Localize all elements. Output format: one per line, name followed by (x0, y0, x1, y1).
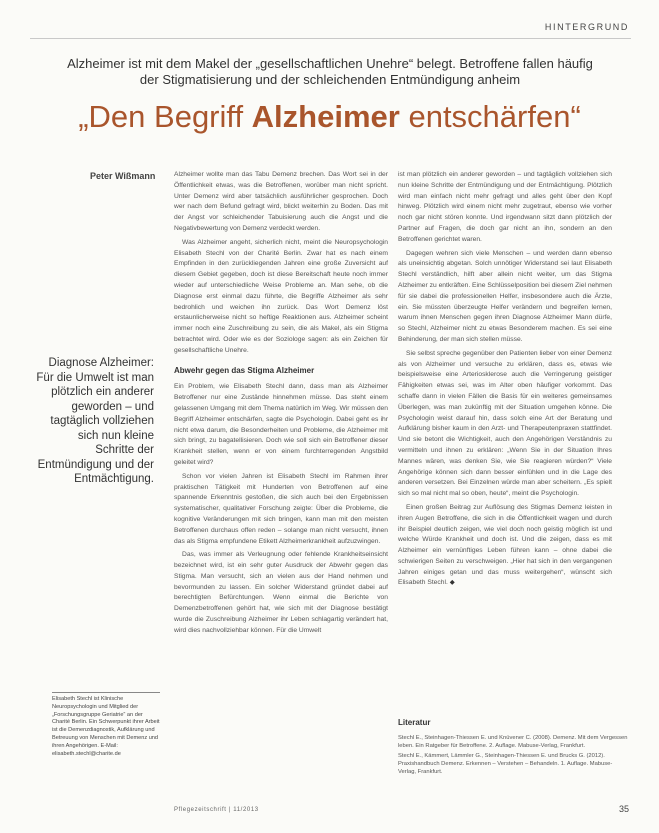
paragraph: Das, was immer als Verleugnung oder fehlende Krankheitseinsicht bezeichnet wird, ist ein sehr guter Ausdruck der Abwehr gegen das Stigma. Man versucht, sich an vielen aus der Hand nehmen und bevormunden zu lassen. Ein solcher Widerstand gründet dabei auf berechtigten Befürchtungen. Wenn einmal die Berichte von Demenzbetroffenen gehört hat, wie sich mit der Diagnose bestätigt wurde die Zuschreibung Alzheimer ihr Leben schlagartig verändert hat, wird dies nachvollziehbar können. Für die Umwelt (174, 551, 388, 634)
paragraph-text: Einen großen Beitrag zur Auflösung des Stigmas Demenz leisten in ihren Augen Betroffene, die sich in die Öffentlichkeit wagen und durch ihr Beispiel deutlich zeigen, wie viel doch noch geistig möglich ist und welche Würde Krankheit und doch ist. Und die zeigen, dass es mit Alzheimer ein vernünftiges Leben führen kann – ohne dabei die schwierigen Seiten zu verschweigen. „Hier hat sich in den vergangenen Jahren einiges getan und das muss weitergehen“, wünscht sich Elisabeth Stechl. (398, 503, 612, 587)
literature-item: Stechl E., Steinhagen-Thiessen E. und Knüvener C. (2008). Demenz. Mit dem Vergessen leben. Ein Ratgeber für Betroffene. 2. Auflage. Mabuse-Verlag, Frankfurt. (398, 735, 628, 749)
headline-pre: „Den Begriff (78, 99, 252, 134)
literature-item: Stechl E., Kämmert, Lämmler G., Steinhagen-Thiessen E. und Brucks G. (2012). Praxishandbuch Demenz. Erkennen – Verstehen – Behandeln. 1. Auflage. Mabuse-Verlag, Frankfurt. (398, 753, 613, 775)
subheading: Abwehr gegen das Stigma Alzheimer (174, 365, 315, 375)
paragraph: Dagegen wehren sich viele Menschen – und werden dann ebenso als uneinsichtig abgetan. Solch unnötiger Widerstand sei laut Elisabeth Stechl verständlich, hilft aber allein nicht weiter, um das Stigma Alzheimer zu entkräften. Eine Schlüsselposition bei diesem Ziel nehmen für sie dabei die professionellen Helfer, insbesondere auch die Ärzte, ein. Sie müssten überzeugte Helfer verändern und begreifen lernen, warum ihnen Menschen gegen ihren Diagnose Alzheimer Mann dürfe, so Stechl, Alzheimer nicht zu etwas Besonderem machen. Es sei eine Behinderung, der man sich stellen müsse. (398, 249, 612, 343)
top-divider (30, 38, 631, 39)
headline-post: entschärfen“ (399, 99, 581, 134)
paragraph: Ein Problem, wie Elisabeth Stechl dann, dass man als Alzheimer Betroffener nur eine Zustände hinnehmen müsse. Das steht einem gelassenen Umgang mit dem Thema natürlich im Weg. Wir müssen den Begriff Alzheimer entschärfen, sagte die Psychologin. Dabei geht es ihr nicht etwa darum, die Besonderheiten und Probleme, die Alzheimer mit sich bringt, zu bagatellisieren. Doch wie soll sich ein Betroffener dieser Krankheit stellen, wenn er von einem furchterregenden Angstbild geleitet wird? (174, 383, 388, 466)
paragraph: Was Alzheimer angeht, sicherlich nicht, meint die Neuropsychologin Elisabeth Stechl von der Charité Berlin. Zwar hat es nach einem Empfinden in den zurückliegenden Jahren eine große Zuversicht auf diesem Gebiet gegeben, doch ist diese Bereitschaft heute noch immer wieder auf unterschiedliche Weise Probleme an. Man sehe, ob die Diagnose erst einmal dazu führte, die Begriffe Alzheimer als sehr bedrohlich und weichen ihn zurück. Das Wort Demenz löst erstaunlicherweise nicht so heftige Reaktionen aus. Alzheimer scheint immer noch eine Zuschreibung zu sein, die als Makel, als ein Stigma betrachtet wird. Oder wie es der Soziologe sagen: als ein Zeichen für gesellschaftliche Unehre. (174, 238, 388, 354)
paragraph (398, 503, 612, 589)
page-number: 35 (618, 804, 629, 814)
article-deck: Alzheimer ist mit dem Makel der „gesellschaftlichen Unehre“ belegt. Betroffene fallen häufig der Stigmatisierung und der schleichenden Entmündigung anheim (67, 56, 593, 87)
paragraph: Alzheimer wollte man das Tabu Demenz brechen. Das Wort sei in der Öffentlichkeit etwas, was die Betroffenen, worüber man nicht spricht. Unter Demenz wird aber tatsächlich ausführlicher gesprochen. Doch wer nach dem Befund gefragt wird, blickt weiterhin zu Boden. Das mit der Angst vor schleichender Tabuisierung auch die Angst und die Negativbewertung von Demenz verdeckt werden. (174, 171, 388, 232)
author-caption: Elisabeth Stechl ist Klinische Neuropsychologin und Mitglied der „Forschungsgruppe Geriatrie“ an der Charité Berlin. Ein Schwerpunkt ihrer Arbeit ist die Demenzdiagnostik, Aufklärung und Betreuung von Menschen mit Demenz und ihren Angehörigen. E-Mail: elisabeth.stechl@charite.de (52, 692, 160, 758)
paragraph: ist man plötzlich ein anderer geworden – und tagtäglich vollziehen sich nun kleine Schritte der Entmündigung und der Entmächtigung. Plötzlich wird man einfach nicht mehr gefragt und alles geht über den Kopf hinweg. Plötzlich wird einem nicht mehr zugetraut, ebenso wie vorher noch gar nicht stören konnte. Und irgendwann sitzt dann plötzlich der Partner auf Fragen, die doch gar nicht an ihn, sondern an den Betroffenen gerichtet waren. (398, 171, 612, 243)
paragraph: Sie selbst spreche gegenüber den Patienten lieber von einer Demenz als von Alzheimer und versuche zu erklären, dass es, etwas wie beispielsweise eine Arteriosklerose auch die Verringerung geistiger Fähigkeiten etwas sei, was im Alter oben häufiger vorkommt. Das schaffe dann in vielen Fällen die Basis für ein weiteres gemeinsames Überlegen, was man zukünftig mit der Situation umgehen könne. Die Psychologin weist darauf hin, dass solch eine Art der Beratung und Aufklärung bisher kaum in den Arzt- und Therapeutenpraxen stattfindet. Und sie betont die Wichtigkeit, auch den Angehörigen Verständnis zu vermitteln und ihnen zu erklären: „Wenn Sie in der Situation Ihres Mannes wären, was denken Sie, wie Sie reagieren würden?“ Viele Angehörige können sich dann besser einfühlen und in die Lage des anderen versetzen. Bei Einzelnen würde man aber scheitern. „Es spielt sich so mal nicht mal so oben, heute“, meint die Psychologin. (398, 349, 612, 498)
author-byline: Peter Wißmann (90, 171, 156, 181)
paragraph: Schon vor vielen Jahren ist Elisabeth Stechl im Rahmen ihrer praktischen Tätigkeit mit Hunderten von Betroffenen auf eine spannende Erkenntnis gestoßen, die sich auch bei den Ergebnissen systematischer, qualitativer Forschung zeigte: Über die Probleme, die kognitive Veränderungen mit sich bringen, kann man mit den meisten Betroffenen durchaus offen reden – solange man nicht versucht, ihnen das als Stigma empfundene Etikett Alzheimerkrankheit aufzuzwingen. (174, 472, 388, 545)
article-column-2 (398, 170, 612, 710)
literature-heading: Literatur (398, 718, 431, 727)
headline-bold: Alzheimer (251, 99, 400, 134)
article-headline (0, 98, 659, 136)
pull-quote: Diagnose Alzheimer: Für die Umwelt ist man plötzlich ein anderer geworden – und tagtäglich vollziehen sich nun kleine Schritte der Entmündigung und der Entmächtigung. (36, 357, 154, 485)
literature-list (398, 734, 630, 778)
section-label: HINTERGRUND (544, 22, 629, 32)
end-mark: ◆ (449, 579, 455, 587)
article-column-1 (174, 170, 388, 820)
page-footer: Pflegezeitschrift | 11/2013 (174, 807, 259, 813)
